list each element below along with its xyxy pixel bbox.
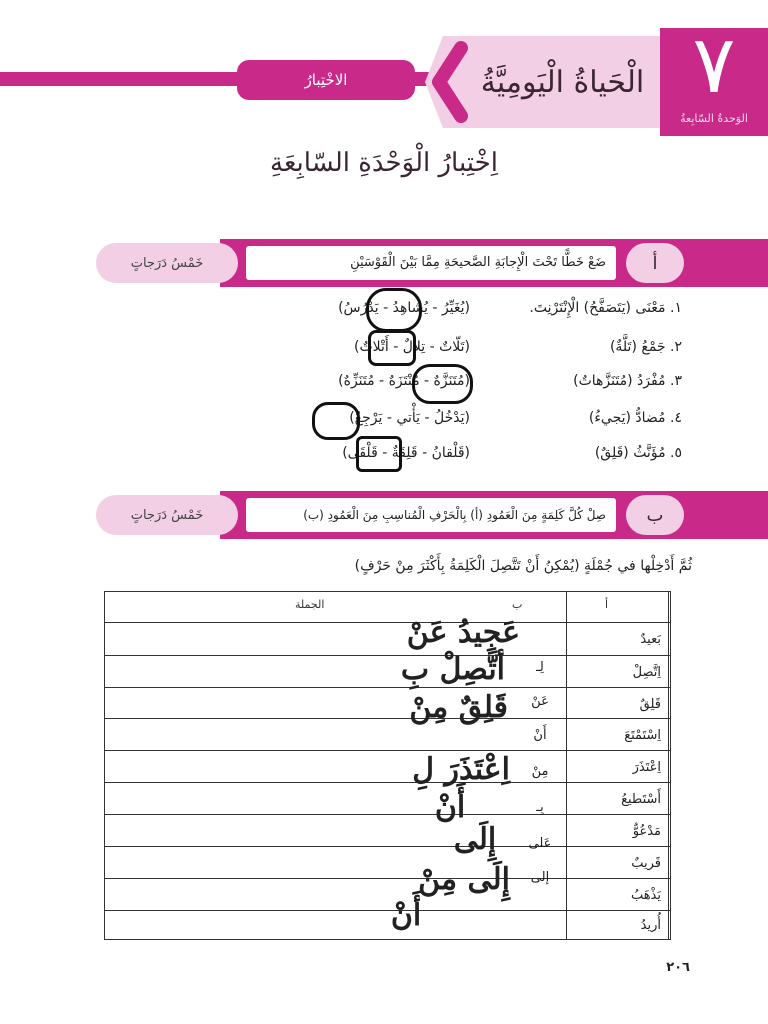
header-sentence: الجملة	[295, 598, 325, 611]
word-a-5: اِعْتَذَرَ	[632, 760, 661, 775]
section-a-instruction: ضَعْ خَطًّا تَحْتَ الْإِجابَةِ الصَّحيحَةِ مِمَّا بَيْنَ الْقَوْسَيْنِ	[350, 255, 606, 270]
section-b-subtitle: ثُمَّ أَدْخِلْها في جُمْلَةٍ (يُمْكِنُ أَنْ تَتَّصِلَ الْكَلِمَةُ بِأَكْثَرَ مِنْ حَرْفٍ)	[354, 558, 692, 574]
section-a-grade: خَمْسُ دَرَجاتٍ	[96, 243, 238, 283]
handwriting-3: قَلِقٌ مِنْ	[409, 690, 508, 725]
answer-circle-2	[368, 330, 416, 366]
page-title: اِخْتِبارُ الْوَحْدَةِ السّابِعَةِ	[270, 148, 498, 178]
question-1: ١. مَعْنَى (يَتَصَفَّحُ) الْإِنْتَرْنِتَ.	[529, 300, 682, 316]
word-a-4: اِسْتَمْتَعَ	[624, 728, 661, 743]
section-b-instruction-box	[246, 498, 616, 532]
section-b-letter: ب	[626, 495, 684, 535]
handwriting-6: إِلَى	[453, 822, 497, 857]
question-4: ٤. مُضادُّ (يَجيءُ)	[588, 410, 682, 426]
unit-caption: الوَحدةُ السّابِعةُ	[680, 112, 748, 125]
letter-b-3: أَنْ	[533, 728, 547, 743]
letter-b-6: عَلى	[528, 836, 552, 851]
choices-3: (مُتَنَزَّهٌ - مُنْتَزَهٌ - مُتَنَزِّهٌ)	[338, 373, 470, 389]
word-a-10: أُريدُ	[640, 918, 661, 933]
unit-number: ٧	[692, 18, 736, 111]
handwriting-2: أتَّصِلْ بِ	[400, 652, 505, 687]
section-b-instruction: صِلْ كُلَّ كَلِمَةٍ مِنَ الْعَمُودِ (أ) بِالْحَرْفِ الْمُناسِبِ مِنَ الْعَمُودِ (ب)	[303, 508, 606, 522]
word-a-9: يَذْهَبُ	[630, 888, 661, 903]
table-divider	[668, 592, 669, 939]
word-a-3: قَلِقٌ	[639, 697, 661, 712]
question-5: ٥. مُؤَنَّثُ (قَلِقٌ)	[594, 445, 682, 461]
word-a-2: اِتَّصِلْ	[632, 665, 661, 680]
choices-1: (يُغَيِّرُ - يُشاهِدُ - يَدْرُسُ)	[338, 300, 470, 316]
letter-b-7: إلى	[530, 870, 550, 885]
page-number: ٢٠٦	[666, 960, 690, 975]
word-a-1: بَعيدٌ	[640, 632, 661, 647]
word-a-8: قَريبٌ	[631, 856, 661, 871]
unit-title: الْحَياةُ الْيَومِيَّةُ	[480, 64, 645, 100]
choices-5: (قَلْقانُ - قَلِقَةٌ - قَلْقَى)	[342, 445, 470, 461]
section-label: الاخْتِبارُ	[237, 60, 415, 100]
handwriting-1: عَجِيدُ عَنْ	[406, 615, 520, 650]
handwriting-7: إِلَى مِنْ	[418, 862, 510, 897]
word-a-7: مَدْعُوٌّ	[632, 824, 661, 839]
question-2: ٢. جَمْعُ (تَلَّةٌ)	[609, 339, 682, 355]
section-b-grade: خَمْسُ دَرَجاتٍ	[96, 495, 238, 535]
table-divider	[105, 846, 670, 847]
handwriting-5: أَنْ	[434, 790, 466, 825]
question-3: ٣. مُفْرَدُ (مُتَنَزَّهاتٌ)	[573, 373, 682, 389]
header-b: ب	[512, 598, 523, 611]
letter-b-4: مِنْ	[531, 764, 549, 779]
answer-circle-4	[312, 402, 360, 440]
letter-b-1: لِـ	[536, 660, 544, 675]
answer-circle-1	[366, 288, 422, 332]
choices-2: (تَلّاتٌ - تِلالٌ - أَتْلاتٌ)	[354, 339, 470, 355]
table-divider	[105, 750, 670, 751]
choices-4: (يَدْخُلُ - يَأْتي - يَرْجِعُ)	[349, 410, 470, 426]
word-a-6: أَسْتَطيعُ	[621, 792, 661, 807]
table-divider	[105, 814, 670, 815]
handwriting-4: اِعْتَذَرَ لِ	[412, 752, 510, 787]
answer-circle-5	[356, 436, 402, 472]
handwriting-8: أَنْ	[390, 898, 422, 933]
answer-circle-3	[412, 364, 473, 404]
section-a-letter: أ	[626, 243, 684, 283]
section-a-instruction-box	[246, 246, 616, 280]
table-divider	[105, 687, 670, 688]
header-a: أ	[605, 598, 609, 611]
letter-b-2: عَنْ	[531, 694, 549, 709]
letter-b-5: بِـ	[536, 800, 544, 815]
